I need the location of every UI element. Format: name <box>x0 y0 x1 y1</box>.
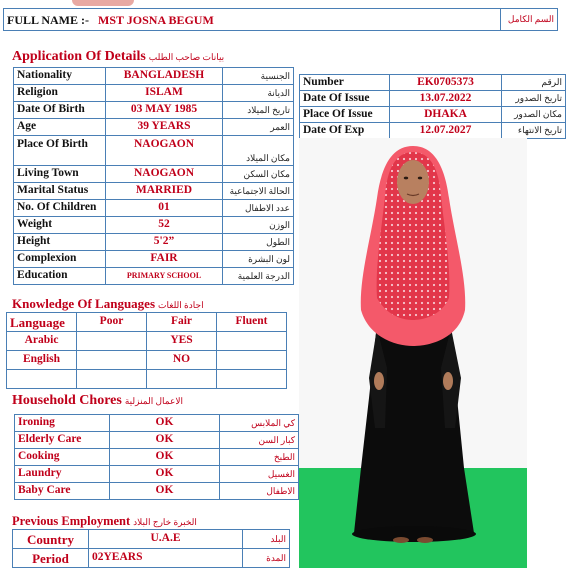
table-row: Elderly Care OK كبار السن <box>15 432 299 449</box>
full-name-value: MST JOSNA BEGUM <box>98 12 214 27</box>
table-row: Marital Status MARRIED الحالة الاجتماعية <box>14 183 294 200</box>
table-row: Weight 52 الوزن <box>14 217 294 234</box>
applicant-photo <box>299 138 527 568</box>
table-row: Number EK0705373 الرقم <box>300 75 566 91</box>
table-row: Nationality BANGLADESH الجنسية <box>14 68 294 85</box>
table-row: Date Of Issue 13.07.2022 تاريخ الصدور <box>300 91 566 107</box>
full-name-table <box>3 8 558 31</box>
table-row: Place Of Birth NAOGAON مكان الميلاد <box>14 136 294 166</box>
languages-table <box>6 312 287 389</box>
chores-title: Household Chores الاعمال المنزلية <box>12 393 183 408</box>
table-row: Age 39 YEARS العمر <box>14 119 294 136</box>
table-row: Date Of Exp 12.07.2027 تاريخ الانتهاء <box>300 123 566 139</box>
table-row: Language Poor Fair Fluent <box>7 313 287 332</box>
table-row: Religion ISLAM الديانة <box>14 85 294 102</box>
employment-title: Previous Employment الخبرة خارج البلاد <box>12 514 197 528</box>
table-row <box>7 370 287 389</box>
table-row: Date Of Birth 03 MAY 1985 تاريخ الميلاد <box>14 102 294 119</box>
application-title: Application Of Details بيانات صاحب الطلب <box>12 49 225 64</box>
full-name-label: FULL NAME :- <box>7 12 89 27</box>
table-row: Complexion FAIR لون البشرة <box>14 251 294 268</box>
table-row: Baby Care OK الاطفال <box>15 483 299 500</box>
top-photo-crop <box>72 0 134 6</box>
application-table <box>13 67 294 285</box>
table-row: No. Of Children 01 عدد الاطفال <box>14 200 294 217</box>
table-row: Country U.A.E البلد <box>13 530 290 549</box>
chores-table <box>14 414 299 500</box>
table-row: Cooking OK الطبخ <box>15 449 299 466</box>
table-row: Period 02YEARS المدة <box>13 549 290 568</box>
languages-title: Knowledge Of Languages اجادة اللغات <box>12 296 204 311</box>
table-row: English NO <box>7 351 287 370</box>
table-row: Arabic YES <box>7 332 287 351</box>
passport-table <box>299 74 566 139</box>
table-row: Education PRIMARY SCHOOL الدرجة العلمية <box>14 268 294 285</box>
table-row: Laundry OK الغسيل <box>15 466 299 483</box>
table-row: Living Town NAOGAON مكان السكن <box>14 166 294 183</box>
full-name-label-ar: السم الكامل <box>501 9 558 31</box>
table-row: Ironing OK كي الملابس <box>15 415 299 432</box>
employment-table <box>12 529 290 568</box>
table-row: Place Of Issue DHAKA مكان الصدور <box>300 107 566 123</box>
table-row: Height 5'2” الطول <box>14 234 294 251</box>
